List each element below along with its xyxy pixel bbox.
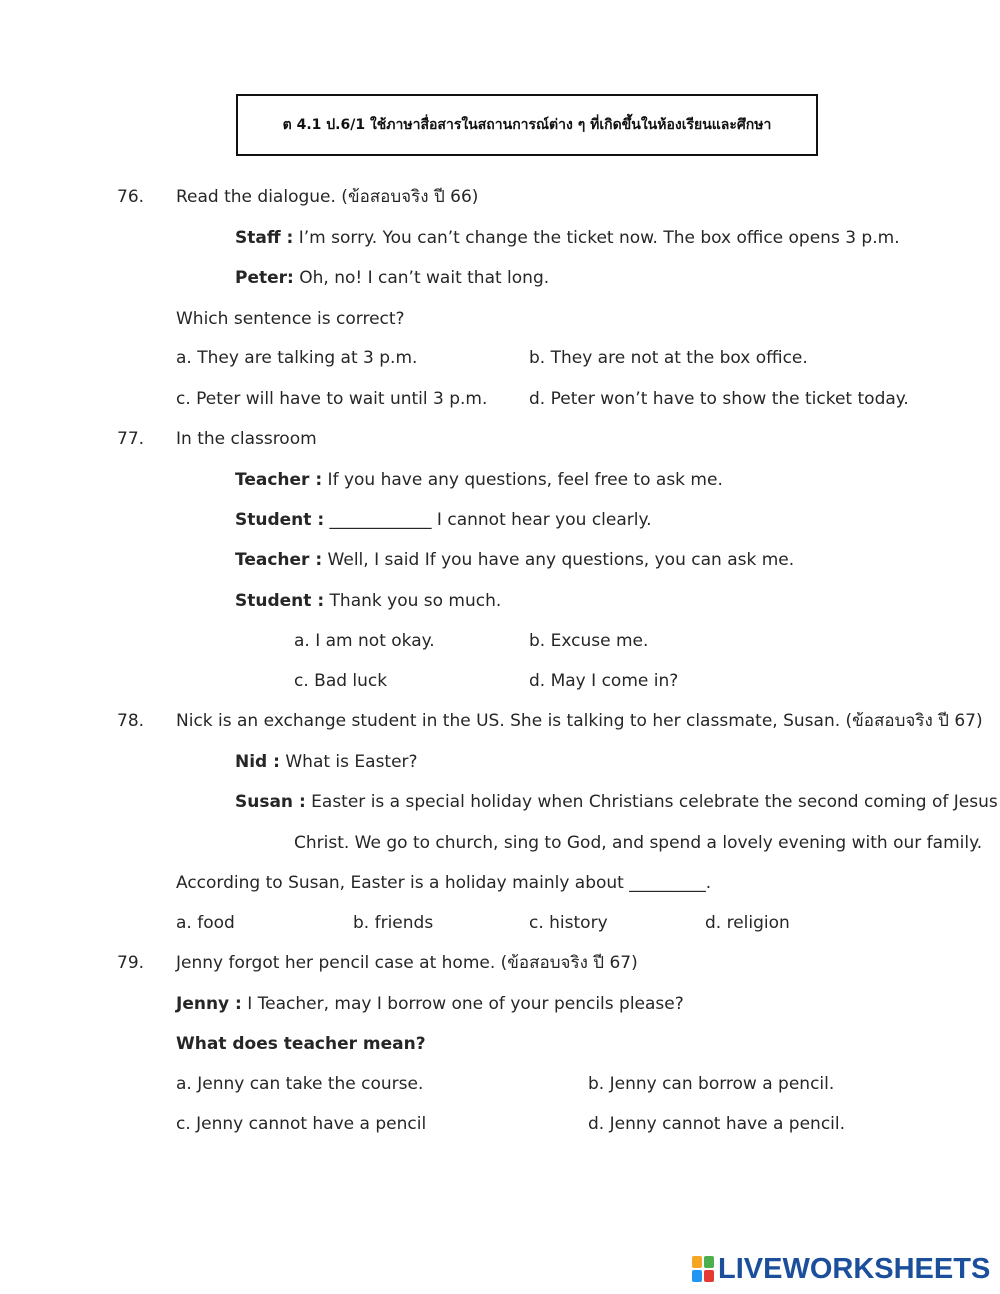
q78-option-d[interactable]: d. religion bbox=[705, 913, 790, 933]
dialogue-text: What is Easter? bbox=[279, 752, 418, 772]
dialogue-text: Oh, no! I can’t wait that long. bbox=[293, 268, 550, 288]
speaker-label: Student : bbox=[235, 510, 325, 530]
speaker-label: Nid : bbox=[235, 752, 280, 772]
logo-text: LIVEWORKSHEETS bbox=[718, 1252, 991, 1285]
q78-dialogue-line-1 bbox=[235, 751, 418, 773]
q76-option-d[interactable]: d. Peter won’t have to show the ticket today. bbox=[529, 389, 909, 409]
q79-option-a[interactable]: a. Jenny can take the course. bbox=[176, 1074, 424, 1094]
q79-prompt: Jenny forgot her pencil case at home. (ข้อสอบจริง ปี 67) bbox=[176, 953, 638, 973]
speaker-label: Staff : bbox=[235, 228, 294, 248]
q79-option-b[interactable]: b. Jenny can borrow a pencil. bbox=[588, 1074, 835, 1094]
q78-option-c[interactable]: c. history bbox=[529, 913, 608, 933]
dialogue-text: Thank you so much. bbox=[324, 591, 502, 611]
q79-option-d[interactable]: d. Jenny cannot have a pencil. bbox=[588, 1114, 846, 1134]
q78-prompt: Nick is an exchange student in the US. She is talking to her classmate, Susan. (ข้อสอบจริง ปี 67) bbox=[176, 711, 983, 731]
dialogue-text: Easter is a special holiday when Christians celebrate the second coming of Jesus bbox=[305, 792, 998, 812]
dialogue-text: I Teacher, may I borrow one of your pencils please? bbox=[241, 994, 684, 1014]
q79-number: 79. bbox=[117, 953, 145, 973]
dialogue-text: If you have any questions, feel free to ask me. bbox=[322, 470, 723, 490]
q77-number: 77. bbox=[117, 429, 145, 449]
q77-dialogue-line-3 bbox=[235, 549, 794, 571]
q76-dialogue-line-2 bbox=[235, 267, 549, 289]
speaker-label: Susan : bbox=[235, 792, 306, 812]
q77-option-a[interactable]: a. I am not okay. bbox=[294, 631, 435, 651]
q78-number: 78. bbox=[117, 711, 145, 731]
liveworksheets-logo bbox=[692, 1254, 990, 1284]
speaker-label: Jenny : bbox=[176, 994, 242, 1014]
q78-dialogue-line-2-continued: Christ. We go to church, sing to God, and spend a lovely evening with our family. bbox=[294, 833, 983, 853]
q77-option-d[interactable]: d. May I come in? bbox=[529, 671, 679, 691]
q76-option-c[interactable]: c. Peter will have to wait until 3 p.m. bbox=[176, 389, 488, 409]
q76-dialogue-line-1 bbox=[235, 227, 900, 249]
dialogue-text: Well, I said If you have any questions, you can ask me. bbox=[322, 550, 795, 570]
q76-option-b[interactable]: b. They are not at the box office. bbox=[529, 348, 808, 368]
standard-header-text: ต 4.1 ป.6/1 ใช้ภาษาสื่อสารในสถานการณ์ต่าง ๆ ที่เกิดขึ้นในห้องเรียนและศึกษา bbox=[282, 117, 772, 133]
speaker-label: Teacher : bbox=[235, 550, 323, 570]
q76-prompt: Read the dialogue. (ข้อสอบจริง ปี 66) bbox=[176, 187, 479, 207]
q76-question: Which sentence is correct? bbox=[176, 309, 405, 329]
q77-dialogue-line-2 bbox=[235, 509, 652, 531]
q77-dialogue-line-1 bbox=[235, 469, 723, 491]
q78-option-a[interactable]: a. food bbox=[176, 913, 235, 933]
q79-option-c[interactable]: c. Jenny cannot have a pencil bbox=[176, 1114, 427, 1134]
q77-option-b[interactable]: b. Excuse me. bbox=[529, 631, 649, 651]
q78-dialogue-line-2 bbox=[235, 791, 998, 813]
q76-number: 76. bbox=[117, 187, 145, 207]
q76-option-a[interactable]: a. They are talking at 3 p.m. bbox=[176, 348, 418, 368]
speaker-label: Student : bbox=[235, 591, 325, 611]
logo-mark-icon bbox=[692, 1256, 714, 1282]
speaker-label: Teacher : bbox=[235, 470, 323, 490]
dialogue-text: ____________ I cannot hear you clearly. bbox=[324, 510, 652, 530]
speaker-label: Peter: bbox=[235, 268, 294, 288]
q78-question: According to Susan, Easter is a holiday mainly about _________. bbox=[176, 873, 712, 893]
q79-question: What does teacher mean? bbox=[176, 1034, 426, 1054]
q77-prompt: In the classroom bbox=[176, 429, 317, 449]
q78-option-b[interactable]: b. friends bbox=[353, 913, 434, 933]
q77-dialogue-line-4 bbox=[235, 590, 501, 612]
dialogue-text: I’m sorry. You can’t change the ticket now. The box office opens 3 p.m. bbox=[293, 228, 900, 248]
q77-option-c[interactable]: c. Bad luck bbox=[294, 671, 388, 691]
q79-dialogue-line-1 bbox=[176, 993, 684, 1015]
standard-header-box bbox=[236, 94, 818, 156]
